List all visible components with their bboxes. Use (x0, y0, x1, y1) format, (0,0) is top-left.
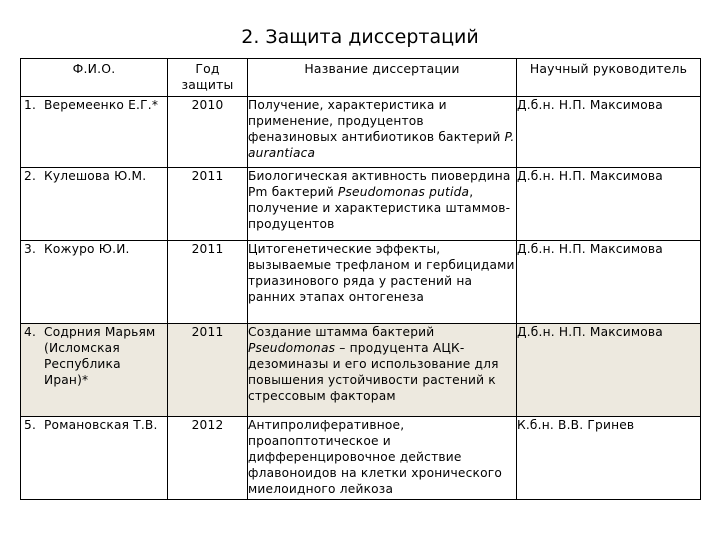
author-name: Кулешова Ю.М. (44, 169, 147, 183)
header-thesis: Название диссертации (248, 59, 517, 97)
thesis-title: Антипролиферативное, проапоптотическое и дифференцировочное действие флавоноидов на клетки хронического миелоидного лейкоза (248, 417, 517, 500)
author-cell (21, 417, 168, 500)
table-row (21, 241, 701, 324)
header-year: Год защиты (168, 59, 248, 97)
author-name: Содрния Марьям (Исломская Республика Иран)* (44, 325, 156, 387)
supervisor-name: К.б.н. В.В. Гринев (517, 417, 701, 500)
author-name: Веремеенко Е.Г.* (44, 98, 159, 112)
defense-year: 2011 (168, 241, 248, 324)
table-row (21, 97, 701, 168)
row-number: 3. (24, 242, 37, 256)
defense-year: 2011 (168, 168, 248, 241)
author-name: Кожуро Ю.И. (44, 242, 130, 256)
defense-year: 2012 (168, 417, 248, 500)
supervisor-name: Д.б.н. Н.П. Максимова (517, 168, 701, 241)
author-cell (21, 97, 168, 168)
row-number: 5. (24, 418, 37, 432)
supervisor-name: Д.б.н. Н.П. Максимова (517, 97, 701, 168)
thesis-title: Получение, характеристика и применение, продуцентов феназиновых антибиотиков бактерий P. aurantiaca (248, 97, 517, 168)
author-cell (21, 168, 168, 241)
row-number: 2. (24, 169, 37, 183)
page-title: 2. Защита диссертаций (241, 26, 479, 48)
defense-year: 2010 (168, 97, 248, 168)
author-cell (21, 324, 168, 417)
row-number: 4. (24, 325, 37, 339)
dissertations-table (20, 58, 701, 500)
table-row (21, 417, 701, 500)
thesis-title: Цитогенетические эффекты, вызываемые трефланом и гербицидами триазинового ряда у растений на ранних этапах онтогенеза (248, 241, 517, 324)
author-cell (21, 241, 168, 324)
header-fio: Ф.И.О. (21, 59, 168, 97)
supervisor-name: Д.б.н. Н.П. Максимова (517, 241, 701, 324)
defense-year: 2011 (168, 324, 248, 417)
row-number: 1. (24, 98, 37, 112)
header-supervisor: Научный руководитель (517, 59, 701, 97)
thesis-title: Создание штамма бактерий Pseudomonas – продуцента АЦК-дезоминазы и его использование для повышения устойчивости растений к стрессовым факторам (248, 324, 517, 417)
author-name: Романовская Т.В. (44, 418, 158, 432)
table-row (21, 324, 701, 417)
table-header-row (21, 59, 701, 97)
thesis-title: Биологическая активность пиовердина Pm бактерий Pseudomonas putida, получение и характеристика штаммов-продуцентов (248, 168, 517, 241)
table-row (21, 168, 701, 241)
supervisor-name: Д.б.н. Н.П. Максимова (517, 324, 701, 417)
